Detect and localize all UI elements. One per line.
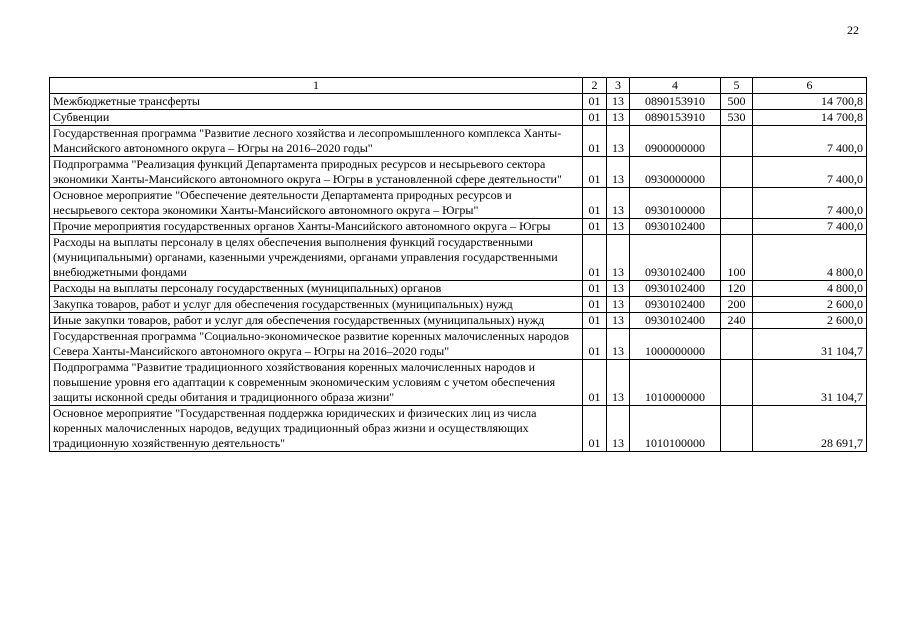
header-row [50,78,867,94]
table-header [50,78,867,94]
table-body [50,94,867,452]
row-rz: 01 [583,110,607,126]
table-row [50,94,867,110]
row-name: Расходы на выплаты персоналу государственных (муниципальных) органов [50,281,583,297]
row-name: Прочие мероприятия государственных органов Ханты-Мансийского автономного округа – Югры [50,219,583,235]
row-vr: 200 [721,297,753,313]
row-rz: 01 [583,188,607,219]
row-rz: 01 [583,406,607,452]
table-row [50,360,867,406]
row-csr: 0930000000 [630,157,721,188]
row-pr: 13 [607,360,630,406]
row-name: Межбюджетные трансферты [50,94,583,110]
row-rz: 01 [583,235,607,281]
table-row [50,157,867,188]
row-amount: 14 700,8 [753,94,867,110]
row-csr: 0930100000 [630,188,721,219]
header-col-rz: 2 [583,78,607,94]
table-row [50,219,867,235]
row-name: Расходы на выплаты персоналу в целях обеспечения выполнения функций государственными (муниципальными) органами, казенными учреждениями, органами управления государственными внебюджетными фондами [50,235,583,281]
row-amount: 2 600,0 [753,297,867,313]
row-amount: 2 600,0 [753,313,867,329]
row-csr: 0890153910 [630,110,721,126]
row-pr: 13 [607,281,630,297]
row-pr: 13 [607,94,630,110]
row-amount: 7 400,0 [753,188,867,219]
row-amount: 7 400,0 [753,157,867,188]
row-vr [721,406,753,452]
row-csr: 1010100000 [630,406,721,452]
row-vr: 530 [721,110,753,126]
row-csr: 1000000000 [630,329,721,360]
row-pr: 13 [607,126,630,157]
row-pr: 13 [607,313,630,329]
row-amount: 31 104,7 [753,360,867,406]
row-vr: 120 [721,281,753,297]
row-name: Государственная программа "Развитие лесного хозяйства и лесопромышленного комплекса Ханты-Мансийского автономного округа – Югры на 2016–2020 годы" [50,126,583,157]
table-row [50,126,867,157]
table-row [50,188,867,219]
row-amount: 4 800,0 [753,235,867,281]
row-csr: 1010000000 [630,360,721,406]
row-pr: 13 [607,188,630,219]
header-col-csr: 4 [630,78,721,94]
budget-table [49,77,867,452]
row-name: Иные закупки товаров, работ и услуг для обеспечения государственных (муниципальных) нужд [50,313,583,329]
row-vr [721,188,753,219]
row-pr: 13 [607,297,630,313]
row-pr: 13 [607,329,630,360]
row-amount: 14 700,8 [753,110,867,126]
row-csr: 0900000000 [630,126,721,157]
row-vr: 240 [721,313,753,329]
header-col-vr: 5 [721,78,753,94]
row-pr: 13 [607,406,630,452]
row-csr: 0930102400 [630,297,721,313]
row-amount: 4 800,0 [753,281,867,297]
row-vr [721,329,753,360]
row-amount: 28 691,7 [753,406,867,452]
table-row [50,110,867,126]
row-rz: 01 [583,297,607,313]
header-col-name: 1 [50,78,583,94]
table-row [50,281,867,297]
row-rz: 01 [583,219,607,235]
row-pr: 13 [607,219,630,235]
header-col-amount: 6 [753,78,867,94]
row-csr: 0890153910 [630,94,721,110]
row-amount: 31 104,7 [753,329,867,360]
row-vr: 100 [721,235,753,281]
row-amount: 7 400,0 [753,219,867,235]
row-vr [721,219,753,235]
table-row [50,406,867,452]
row-name: Государственная программа "Социально-экономическое развитие коренных малочисленных народов Севера Ханты-Мансийского автономного округа – Югры на 2016–2020 годы" [50,329,583,360]
table-row [50,329,867,360]
row-csr: 0930102400 [630,281,721,297]
row-name: Основное мероприятие "Государственная поддержка юридических и физических лиц из числа коренных малочисленных народов, ведущих традиционный образ жизни и осуществляющих традиционную хозяйственную деятельность" [50,406,583,452]
header-col-pr: 3 [607,78,630,94]
row-rz: 01 [583,94,607,110]
table-row [50,297,867,313]
row-pr: 13 [607,110,630,126]
row-name: Основное мероприятие "Обеспечение деятельности Департамента природных ресурсов и несырьевого сектора экономики Ханты-Мансийского автономного округа – Югры" [50,188,583,219]
row-vr: 500 [721,94,753,110]
row-csr: 0930102400 [630,313,721,329]
row-amount: 7 400,0 [753,126,867,157]
row-rz: 01 [583,360,607,406]
row-vr [721,126,753,157]
row-name: Субвенции [50,110,583,126]
row-rz: 01 [583,157,607,188]
row-pr: 13 [607,157,630,188]
row-name: Подпрограмма "Реализация функций Департамента природных ресурсов и несырьевого сектора экономики Ханты-Мансийского автономного округа – Югры в установленной сфере деятельности" [50,157,583,188]
row-csr: 0930102400 [630,219,721,235]
row-vr [721,157,753,188]
row-rz: 01 [583,126,607,157]
table-row [50,313,867,329]
table-row [50,235,867,281]
row-rz: 01 [583,329,607,360]
row-rz: 01 [583,313,607,329]
row-csr: 0930102400 [630,235,721,281]
row-vr [721,360,753,406]
row-rz: 01 [583,281,607,297]
page-number: 22 [847,23,859,37]
row-pr: 13 [607,235,630,281]
row-name: Подпрограмма "Развитие традиционного хозяйствования коренных малочисленных народов и повышение уровня его адаптации к современным экономическим условиям с учетом обеспечения защиты исконной среды обитания и традиционного образа жизни" [50,360,583,406]
row-name: Закупка товаров, работ и услуг для обеспечения государственных (муниципальных) нужд [50,297,583,313]
